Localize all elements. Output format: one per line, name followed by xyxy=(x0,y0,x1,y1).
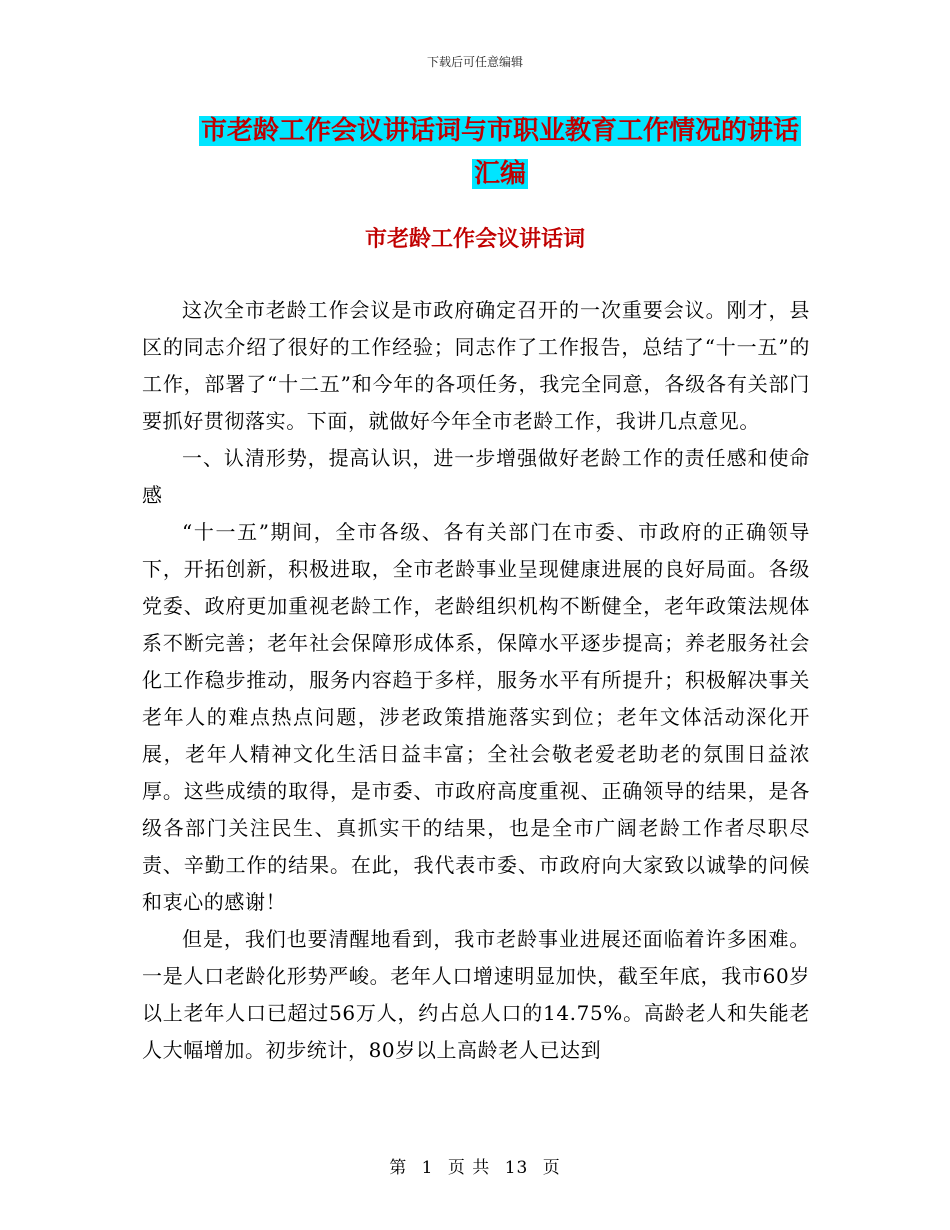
footer-page-number: 1 xyxy=(421,1158,434,1178)
paragraph: 这次全市老龄工作会议是市政府确定召开的一次重要会议。刚才，县区的同志介绍了很好的工作经验；同志作了工作报告，总结了“十一五”的工作，部署了“十二五”和今年的各项任务，我完全同意，各级各有关部门要抓好贯彻落实。下面，就做好今年全市老龄工作，我讲几点意见。 xyxy=(142,298,810,433)
body-text xyxy=(142,292,810,1069)
page-footer xyxy=(0,1153,950,1178)
footer-prefix: 第 xyxy=(389,1158,408,1178)
document-title-line1: 市老龄工作会议讲话词与市职业教育工作情况的讲话 xyxy=(200,116,799,146)
paragraph: “十一五”期间，全市各级、各有关部门在市委、市政府的正确领导下，开拓创新，积极进取，全市老龄事业呈现健康进展的良好局面。各级党委、政府更加重视老龄工作，老龄组织机构不断健全，老年政策法规体系不断完善；老年社会保障形成体系，保障水平逐步提高；养老服务社会化工作稳步推动，服务内容趋于多样，服务水平有所提升；积极解决事关老年人的难点热点问题，涉老政策措施落实到位；老年文体活动深化开展，老年人精神文化生活日益丰富；全社会敬老爱老助老的氛围日益浓厚。这些成绩的取得，是市委、市政府高度重视、正确领导的结果，是各级各部门关注民生、真抓实干的结果，也是全市广阔老龄工作者尽职尽责、辛勤工作的结果。在此，我代表市委、市政府向大家致以诚挚的问候和衷心的感谢！ xyxy=(142,520,810,914)
paragraph: 但是，我们也要清醒地看到，我市老龄事业进展还面临着许多困难。一是人口老龄化形势严峻。老年人口增速明显加快，截至年底，我市60岁以上老年人口已超过56万人，约占总人口的14.75%。高龄老人和失能老人大幅增加。初步统计，80岁以上高龄老人已达到 xyxy=(142,927,810,1062)
header-note: 下载后可任意编辑 xyxy=(426,55,523,69)
document-title xyxy=(140,110,860,196)
footer-mid: 页 共 xyxy=(447,1158,491,1178)
footer-suffix: 页 xyxy=(542,1158,561,1178)
section-title: 市老龄工作会议讲话词 xyxy=(364,227,585,252)
document-title-line2: 汇编 xyxy=(473,159,526,189)
footer-total-pages: 13 xyxy=(504,1158,529,1178)
paragraph: 一、认清形势，提高认识，进一步增强做好老龄工作的责任感和使命感 xyxy=(142,446,810,507)
